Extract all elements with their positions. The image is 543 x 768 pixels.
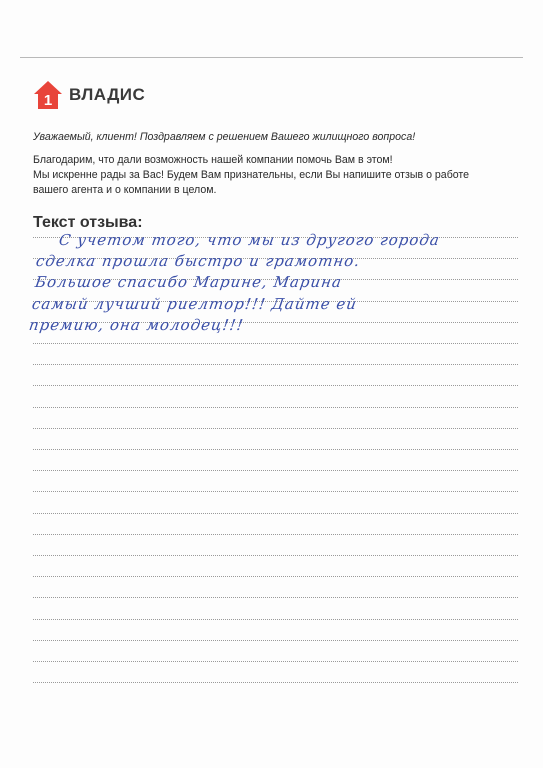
handwritten-review <box>26 230 526 336</box>
brand-name: ВЛАДИС <box>69 85 146 104</box>
ruled-line <box>33 619 518 620</box>
ruled-line <box>33 343 518 344</box>
intro-line-2: Мы искренне рады за Вас! Будем Вам признательны, если Вы напишите отзыв о работе <box>33 169 470 181</box>
ruled-line <box>33 428 518 429</box>
greeting-text <box>33 130 523 145</box>
handwritten-line: С учетом того, что мы из другого города <box>57 231 442 249</box>
ruled-line <box>33 640 518 641</box>
ruled-line <box>33 555 518 556</box>
handwritten-line: премию, она молодец!!! <box>27 315 245 334</box>
top-divider <box>20 57 523 58</box>
ruled-line <box>33 534 518 535</box>
ruled-line <box>33 470 518 471</box>
ruled-line <box>33 661 518 662</box>
ruled-line <box>33 682 518 683</box>
ruled-line <box>33 597 518 598</box>
greeting-line: Уважаемый, клиент! Поздравляем с решением Вашего жилищного вопроса! <box>33 131 416 143</box>
intro-paragraph <box>33 153 523 198</box>
ruled-line <box>33 513 518 514</box>
ruled-line <box>33 491 518 492</box>
review-title: Текст отзыва: <box>33 214 143 231</box>
ruled-line <box>33 407 518 408</box>
house-logo-icon <box>33 80 63 110</box>
logo-digit: 1 <box>43 92 53 109</box>
ruled-line <box>33 364 518 365</box>
ruled-line <box>33 385 518 386</box>
intro-line-1: Благодарим, что дали возможность нашей компании помочь Вам в этом! <box>33 154 393 166</box>
handwritten-line: самый лучший риелтор!!! Дайте ей <box>30 294 359 313</box>
company-logo <box>33 80 145 110</box>
intro-line-3: вашего агента и о компании в целом. <box>33 184 217 196</box>
handwritten-line: сделка прошла быстро и грамотно. <box>34 252 362 271</box>
ruled-line <box>33 449 518 450</box>
handwritten-line: Большое спасибо Марине, Марина <box>33 273 344 292</box>
ruled-line <box>33 576 518 577</box>
